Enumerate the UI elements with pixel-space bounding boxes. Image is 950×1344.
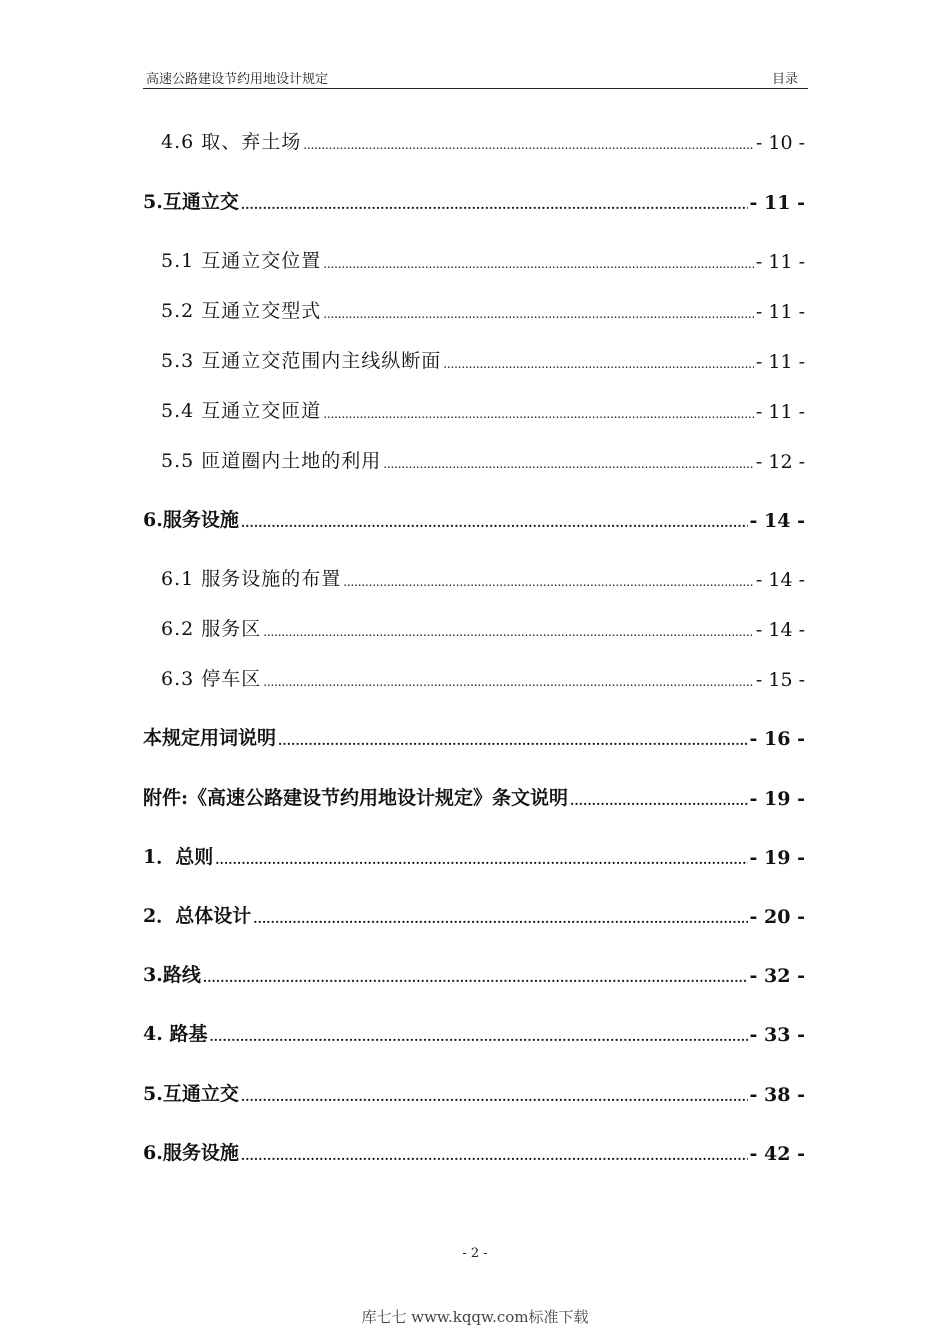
toc-entry[interactable]: [143, 561, 805, 591]
toc-leader-dots: [241, 1084, 748, 1106]
toc-leader-dots: [323, 301, 754, 323]
toc-leader-dots: [203, 965, 748, 987]
toc-entry-title: 4.6 取、弃土场: [161, 131, 302, 153]
toc-entry[interactable]: [143, 502, 805, 532]
toc-entry[interactable]: [143, 343, 805, 373]
toc-entry-title: 5.5 匝道圈内土地的利用: [161, 450, 382, 472]
toc-leader-dots: [241, 510, 748, 532]
toc-entry-title: 6.2 服务区: [161, 618, 262, 640]
watermark-text: 库七七 www.kqqw.com标准下载: [361, 1308, 589, 1326]
toc-entry-title: 5.3 互通立交范围内主线纵断面: [161, 350, 442, 372]
page-number: - 2 -: [462, 1246, 488, 1261]
toc-leader-dots: [241, 192, 748, 214]
toc-entry-page: - 11 -: [755, 351, 805, 373]
toc-entry-page: - 14 -: [749, 510, 805, 532]
header-doc-title: 高速公路建设节约用地设计规定: [146, 72, 329, 87]
toc-leader-dots: [570, 788, 748, 810]
toc-entry-page: - 38 -: [749, 1084, 805, 1106]
toc-leader-dots: [323, 401, 754, 423]
toc-entry-title: 本规定用词说明: [143, 727, 277, 749]
toc-entry[interactable]: [143, 1135, 805, 1165]
toc-entry-page: - 33 -: [749, 1024, 805, 1046]
toc-entry-page: - 11 -: [749, 192, 805, 214]
toc-entry-page: - 16 -: [749, 728, 805, 750]
toc-entry-title: 6.服务设施: [143, 509, 239, 531]
toc-entry-page: - 14 -: [755, 569, 805, 591]
toc-entry-title: 5.1 互通立交位置: [161, 250, 322, 272]
toc-entry[interactable]: [143, 393, 805, 423]
toc-entry-title: 6.1 服务设施的布置: [161, 568, 342, 590]
toc-entry-title: 5.互通立交: [143, 191, 239, 213]
toc-entry[interactable]: [143, 1076, 805, 1106]
toc-entry-title: 3.路线: [143, 964, 201, 986]
toc-entry-page: - 11 -: [755, 301, 805, 323]
toc-leader-dots: [263, 619, 754, 641]
toc-leader-dots: [278, 728, 748, 750]
header-section: 目录: [771, 72, 798, 87]
toc-entry-title: 附件:《高速公路建设节约用地设计规定》条文说明: [143, 787, 569, 809]
toc-leader-dots: [209, 1024, 747, 1046]
toc-entry[interactable]: [143, 293, 805, 323]
toc-entry[interactable]: [143, 839, 805, 869]
toc-entry-page: - 15 -: [755, 669, 805, 691]
toc-leader-dots: [343, 569, 754, 591]
toc-entry-title: 5.2 互通立交型式: [161, 300, 322, 322]
toc-entry[interactable]: [143, 1016, 805, 1046]
page-header: [143, 66, 808, 89]
toc-leader-dots: [443, 351, 754, 373]
toc-entry[interactable]: [143, 661, 805, 691]
toc-entry-page: - 10 -: [755, 132, 805, 154]
toc-leader-dots: [323, 251, 754, 273]
toc-entry-page: - 14 -: [755, 619, 805, 641]
toc-entry-title: 1．总则: [143, 846, 214, 868]
toc-leader-dots: [241, 1143, 748, 1165]
toc-entry[interactable]: [143, 720, 805, 750]
toc-leader-dots: [263, 669, 754, 691]
toc-entry[interactable]: [143, 611, 805, 641]
toc-entry-page: - 19 -: [749, 847, 805, 869]
toc-entry[interactable]: [143, 184, 805, 214]
toc-entry-page: - 11 -: [755, 251, 805, 273]
toc-leader-dots: [383, 451, 754, 473]
toc-entry-title: 4. 路基: [143, 1023, 208, 1045]
toc-entry-title: 6.服务设施: [143, 1142, 239, 1164]
toc-leader-dots: [215, 847, 747, 869]
toc-entry[interactable]: [143, 957, 805, 987]
toc-entry-page: - 11 -: [755, 401, 805, 423]
toc-entry-page: - 20 -: [749, 906, 805, 928]
toc-entry-title: 2．总体设计: [143, 905, 252, 927]
toc-entry-title: 6.3 停车区: [161, 668, 262, 690]
toc-entry-page: - 12 -: [755, 451, 805, 473]
toc-entry[interactable]: [143, 780, 805, 810]
toc-entry-page: - 32 -: [749, 965, 805, 987]
toc-entry-title: 5.4 互通立交匝道: [161, 400, 322, 422]
toc-entry-page: - 42 -: [749, 1143, 805, 1165]
toc-leader-dots: [303, 132, 754, 154]
toc-leader-dots: [253, 906, 747, 928]
toc-entry[interactable]: [143, 443, 805, 473]
toc-entry[interactable]: [143, 898, 805, 928]
toc-entry[interactable]: [143, 243, 805, 273]
toc-entry-page: - 19 -: [749, 788, 805, 810]
toc-entry-title: 5.互通立交: [143, 1083, 239, 1105]
toc-entry[interactable]: [143, 124, 805, 154]
